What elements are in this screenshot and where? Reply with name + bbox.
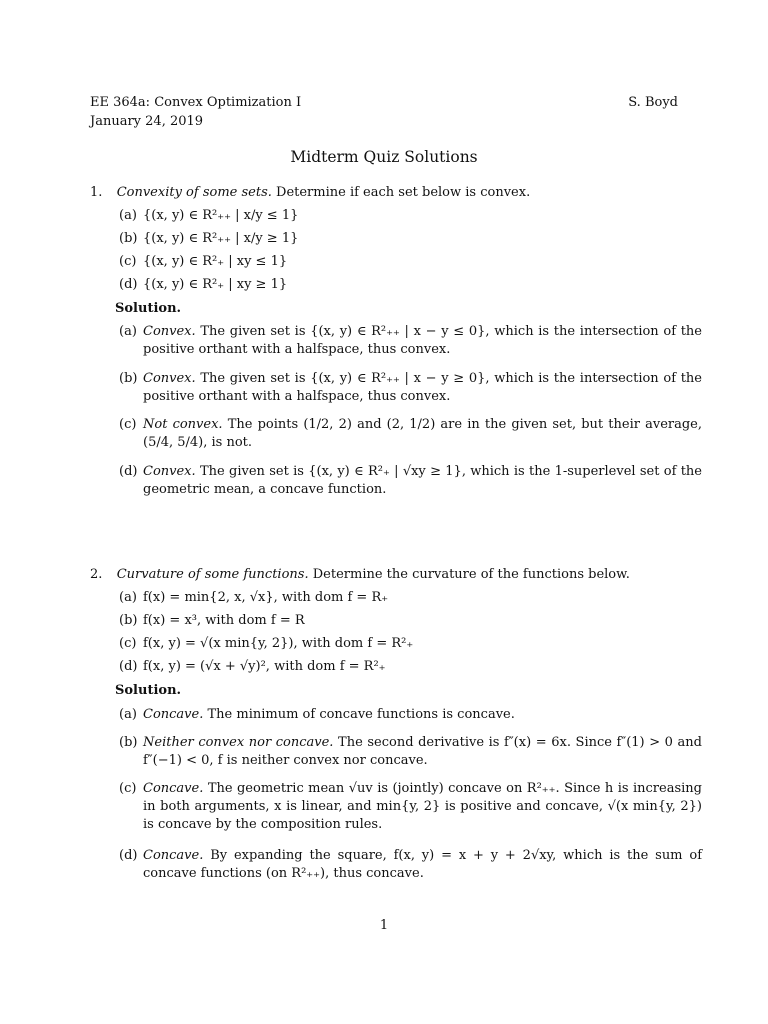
item-label: (b) — [119, 613, 138, 628]
item-label: (c) — [119, 636, 137, 651]
problem-1-statement — [90, 184, 530, 202]
list-item — [119, 253, 287, 271]
solution-verdict: Convex. — [143, 324, 196, 339]
solution-text: The second derivative is f″(x) = 6x. Since f″(1) > 0 and f″(−1) < 0, f is neither convex nor concave. — [143, 735, 702, 768]
item-math: {(x, y) ∈ R²₊ | xy ≤ 1} — [143, 254, 288, 269]
solution-verdict: Not convex. — [143, 417, 223, 432]
solution-item — [119, 734, 702, 770]
solution-label: (c) — [119, 781, 137, 796]
list-item — [119, 635, 413, 653]
solution-verdict: Concave. — [143, 707, 204, 722]
item-label: (d) — [119, 659, 138, 674]
item-math: {(x, y) ∈ R²₊₊ | x/y ≤ 1} — [143, 208, 299, 223]
solution-label: (a) — [119, 324, 137, 339]
solution-text: The points (1/2, 2) and (2, 1/2) are in the given set, but their average, (5/4, 5/4), is not. — [143, 417, 702, 450]
solution-label: (d) — [119, 848, 138, 863]
document-date: January 24, 2019 — [90, 114, 204, 129]
solution-item — [119, 780, 702, 834]
course-title: EE 364a: Convex Optimization I — [90, 95, 302, 110]
item-label: (d) — [119, 277, 138, 292]
problem-topic: Curvature of some functions. — [116, 567, 309, 582]
problem-prompt: Determine if each set below is convex. — [276, 185, 531, 200]
solution-item — [119, 847, 702, 883]
problem-2-statement — [90, 566, 630, 584]
list-item — [119, 589, 388, 607]
solution-text: By expanding the square, f(x, y) = x + y + 2√xy, which is the sum of concave functions (on R²₊₊), thus concave. — [143, 848, 703, 881]
solution-label: (c) — [119, 417, 137, 432]
solution-label: (b) — [119, 735, 138, 750]
solution-text: The given set is {(x, y) ∈ R²₊₊ | x − y ≤ 0}, which is the intersection of the positive orthant with a halfspace, thus convex. — [143, 324, 702, 357]
solution-item — [119, 706, 702, 724]
list-item — [119, 612, 305, 630]
item-label: (a) — [119, 590, 137, 605]
solution-text: The given set is {(x, y) ∈ R²₊ | √xy ≥ 1}, which is the 1-superlevel set of the geometric mean, a concave function. — [143, 464, 702, 497]
solution-verdict: Concave. — [143, 781, 204, 796]
item-math: {(x, y) ∈ R²₊₊ | x/y ≥ 1} — [143, 231, 299, 246]
list-item — [119, 230, 298, 248]
problem-topic: Convexity of some sets. — [116, 185, 272, 200]
solution-item — [119, 323, 702, 359]
solution-label: (a) — [119, 707, 137, 722]
solution-item — [119, 463, 702, 499]
solution-label: (b) — [119, 371, 138, 386]
item-label: (c) — [119, 254, 137, 269]
item-math: f(x) = x³, with dom f = R — [143, 613, 305, 628]
solution-text: The given set is {(x, y) ∈ R²₊₊ | x − y ≥ 0}, which is the intersection of the positive orthant with a halfspace, thus convex. — [143, 371, 702, 404]
solution-heading: Solution. — [115, 301, 182, 316]
list-item — [119, 658, 386, 676]
list-item — [119, 276, 287, 294]
solution-text: The geometric mean √uv is (jointly) concave on R²₊₊. Since h is increasing in both arguments, x is linear, and min{y, 2} is positive and concave, √(x min{y, 2}) is concave by the composition rules. — [143, 781, 702, 832]
solution-label: (d) — [119, 464, 138, 479]
item-math: f(x) = min{2, x, √x}, with dom f = R₊ — [143, 590, 389, 605]
solution-item — [119, 370, 702, 406]
item-math: f(x, y) = (√x + √y)², with dom f = R²₊ — [143, 659, 386, 674]
solution-verdict: Concave. — [143, 848, 204, 863]
problem-prompt: Determine the curvature of the functions below. — [312, 567, 630, 582]
item-label: (a) — [119, 208, 137, 223]
item-math: f(x, y) = √(x min{y, 2}), with dom f = R²₊ — [143, 636, 414, 651]
page-title: Midterm Quiz Solutions — [290, 148, 478, 166]
item-math: {(x, y) ∈ R²₊ | xy ≥ 1} — [143, 277, 288, 292]
problem-number: 2. — [90, 567, 103, 582]
solution-heading: Solution. — [115, 683, 182, 698]
solution-verdict: Neither convex nor concave. — [143, 735, 334, 750]
solution-item — [119, 416, 702, 452]
solution-verdict: Convex. — [143, 464, 196, 479]
page-number: 1 — [379, 918, 389, 933]
item-label: (b) — [119, 231, 138, 246]
list-item — [119, 207, 298, 225]
solution-text: The minimum of concave functions is concave. — [207, 707, 515, 722]
problem-number: 1. — [90, 185, 103, 200]
solution-verdict: Convex. — [143, 371, 196, 386]
author-name: S. Boyd — [628, 95, 678, 110]
